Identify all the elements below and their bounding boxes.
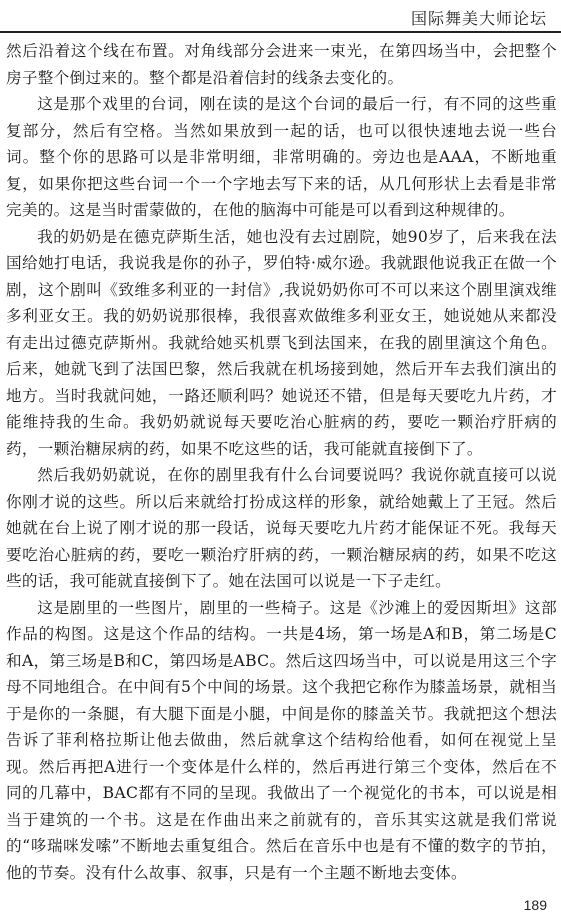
body-text <box>6 38 557 886</box>
paragraph: 我的奶奶是在德克萨斯生活，她也没有去过剧院，她90岁了，后来我在法国给她打电话，我说我是你的孙子，罗伯特·威尔逊。我就跟他说我正在做一个剧，这个剧叫《致维多利亚的一封信》,我说奶奶你可不可以来这个剧里演戏维多利亚女王。我的奶奶说那很棒，我很喜欢做维多利亚女王，她说她从来都没有走出过德克萨斯州。我就给她买机票飞到法国来，在我的剧里演这个角色。后来，她就飞到了法国巴黎，然后我就在机场接到她，然后开车去我们演出的地方。当时我就问她，一路还顺利吗？她说还不错，但是每天要吃九片药，才能维持我的生命。我奶奶就说每天要吃治心脏病的药，要吃一颗治疗肝病的药，一颗治糖尿病的药，如果不吃这些的话，我可能就直接倒下了。 <box>6 227 557 458</box>
header-title: 国际舞美大师论坛 <box>410 9 547 28</box>
paragraph: 然后我奶奶就说，在你的剧里我有什么台词要说吗？我说你就直接可以说你刚才说的这些。所以后来就给打扮成这样的形象，就给她戴上了王冠。然后她就在台上说了刚才说的那一段话，说每天要吃九片药才能保证不死。我每天要吃治心脏病的药，要吃一颗治疗肝病的药，一颗治糖尿病的药，如果不吃这些的话，我可能就直接倒下了。她在法国可以说是一下子走红。 <box>6 466 557 590</box>
page-number: 189 <box>523 897 547 913</box>
paragraph: 这是剧里的一些图片，剧里的一些椅子。这是《沙滩上的爱因斯坦》这部作品的构图。这是这个作品的结构。一共是4场，第一场是A和B，第二场是C和A，第三场是B和C，第四场是ABC。然后这四场当中，可以说是用这三个字母不同地组合。在中间有5个中间的场景。这个我把它称作为膝盖场景，就相当于是你的一条腿，有大腿下面是小腿，中间是你的膝盖关节。我就把这个想法告诉了菲利格拉斯让他去做曲，然后就拿这个结构给他看，如何在视觉上呈现。然后再把A进行一个变体是什么样的，然后再进行第三个变体，然后在不同的几幕中，BAC都有不同的呈现。我做出了一个视觉化的书本，可以说是相当于建筑的一个书。这是在作曲出来之前就有的，音乐其实这就是我们常说的“哆瑞咪发嗦”不断地去重复组合。然后在音乐中也是有不懂的数字的节拍，他的节奏。没有什么故事、叙事，只是有一个主题不断地去变体。 <box>6 598 557 882</box>
paragraph: 这是那个戏里的台词，刚在读的是这个台词的最后一行，有不同的这些重复部分，然后有空格。当然如果放到一起的话，也可以很快速地去说一些台词。整个你的思路可以是非常明细，非常明确的。旁边也是AAA，不断地重复，如果你把这些台词一个一个字地去写下来的话，从几何形状上去看是非常完美的。这是当时雷蒙做的，在他的脑海中可能是可以看到这种规律的。 <box>6 95 557 219</box>
running-header <box>0 0 561 34</box>
header-rule <box>0 31 561 33</box>
paragraph-continued: 然后沿着这个线在布置。对角线部分会进来一束光，在第四场当中，会把整个房子整个倒过来的。整个都是沿着信封的线条去变化的。 <box>6 42 557 87</box>
